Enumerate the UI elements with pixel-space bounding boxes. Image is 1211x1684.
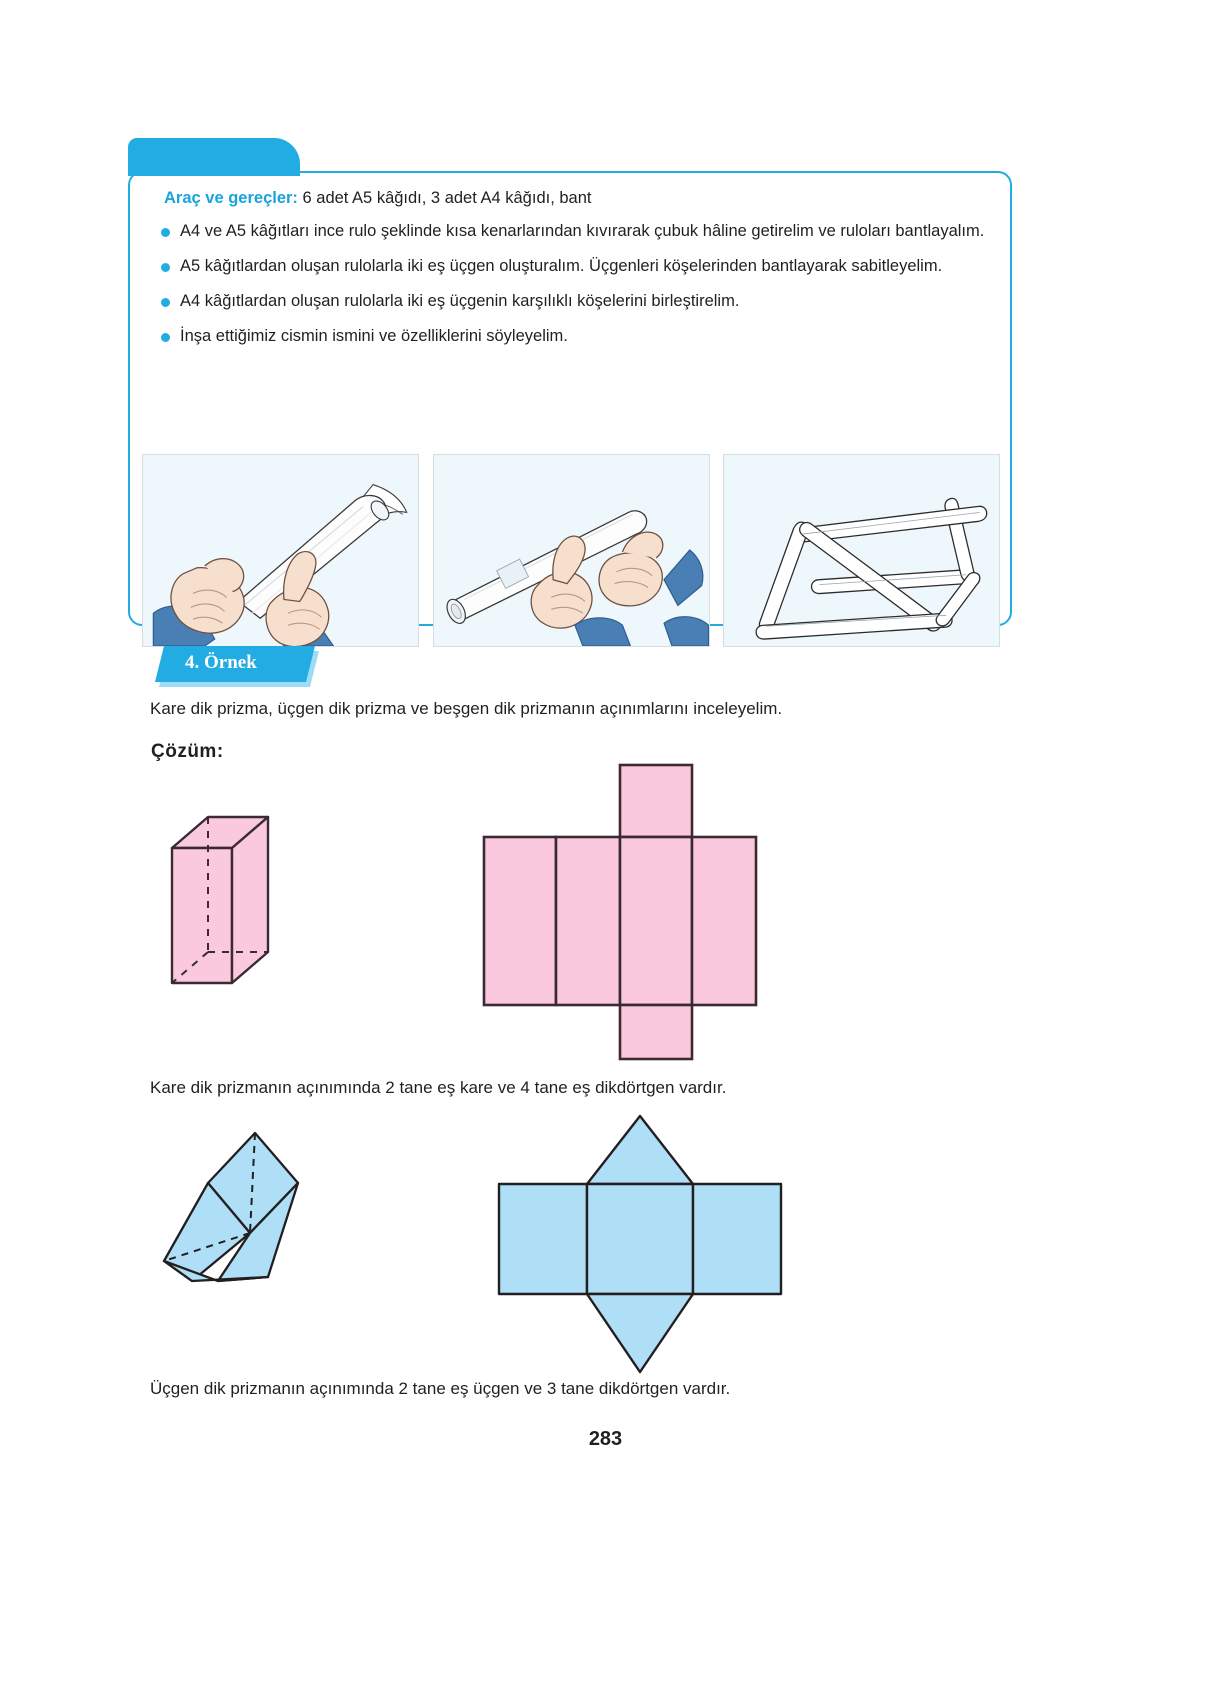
activity-photo-2 (433, 454, 710, 647)
solution-heading: Çözüm: (151, 741, 224, 762)
activity-photo-3 (723, 454, 1000, 647)
triangular-prism-solid-figure (150, 1115, 340, 1295)
tools-value: 6 adet A5 kâğıdı, 3 adet A4 kâğıdı, bant (297, 189, 592, 207)
tools-line (164, 187, 984, 209)
square-prism-drawing (150, 795, 290, 990)
activity-step-text: A4 ve A5 kâğıtları ince rulo şeklinde kısa kenarlarından kıvırarak çubuk hâline getirelim ve ruloları bantlayalım. (180, 222, 985, 240)
example-question: Kare dik prizma, üçgen dik prizma ve beşgen dik prizmanın açınımlarını inceleyelim. (150, 699, 783, 718)
square-prism-caption: Kare dik prizmanın açınımında 2 tane eş kare ve 4 tane eş dikdörtgen vardır. (150, 1078, 727, 1097)
illustration-taping-tube (434, 455, 709, 646)
illustration-rolling-paper (143, 455, 418, 646)
bullet-icon (161, 333, 170, 342)
bullet-icon (161, 228, 170, 237)
activity-step (138, 250, 1000, 283)
activity-photo-1 (142, 454, 419, 647)
activity-step (138, 320, 1000, 353)
bullet-icon (161, 263, 170, 272)
activity-steps-list (138, 215, 1000, 355)
square-prism-net-figure (480, 755, 780, 1065)
illustration-prism-frame (724, 455, 999, 646)
square-prism-net-drawing (480, 755, 780, 1065)
example-tab (155, 646, 315, 682)
triangular-prism-drawing (150, 1115, 340, 1295)
page-number: 283 (588, 1428, 623, 1450)
activity-step-text: A5 kâğıtlardan oluşan rulolarla iki eş üçgen oluşturalım. Üçgenleri köşelerinden bantlayarak sabitleyelim. (180, 257, 943, 275)
triangular-prism-net-figure (495, 1110, 785, 1380)
tools-label: Araç ve gereçler: (164, 189, 298, 207)
bullet-icon (161, 298, 170, 307)
activity-photo-strip (142, 454, 1000, 650)
activity-step (138, 215, 1000, 248)
activity-step (138, 285, 1000, 318)
square-prism-solid-figure (150, 795, 290, 990)
activity-body (128, 171, 1012, 626)
example-tab-label: 4. Örnek (185, 652, 257, 673)
activity-step-text: A4 kâğıtlardan oluşan rulolarla iki eş üçgenin karşılıklı köşelerini birleştirelim. (180, 292, 740, 310)
activity-box (128, 138, 1012, 628)
triangular-prism-net-drawing (495, 1110, 785, 1380)
triangular-prism-caption: Üçgen dik prizmanın açınımında 2 tane eş üçgen ve 3 tane dikdörtgen vardır. (150, 1379, 731, 1398)
activity-step-text: İnşa ettiğimiz cismin ismini ve özelliklerini söyleyelim. (180, 327, 568, 345)
activity-tab (128, 138, 300, 176)
